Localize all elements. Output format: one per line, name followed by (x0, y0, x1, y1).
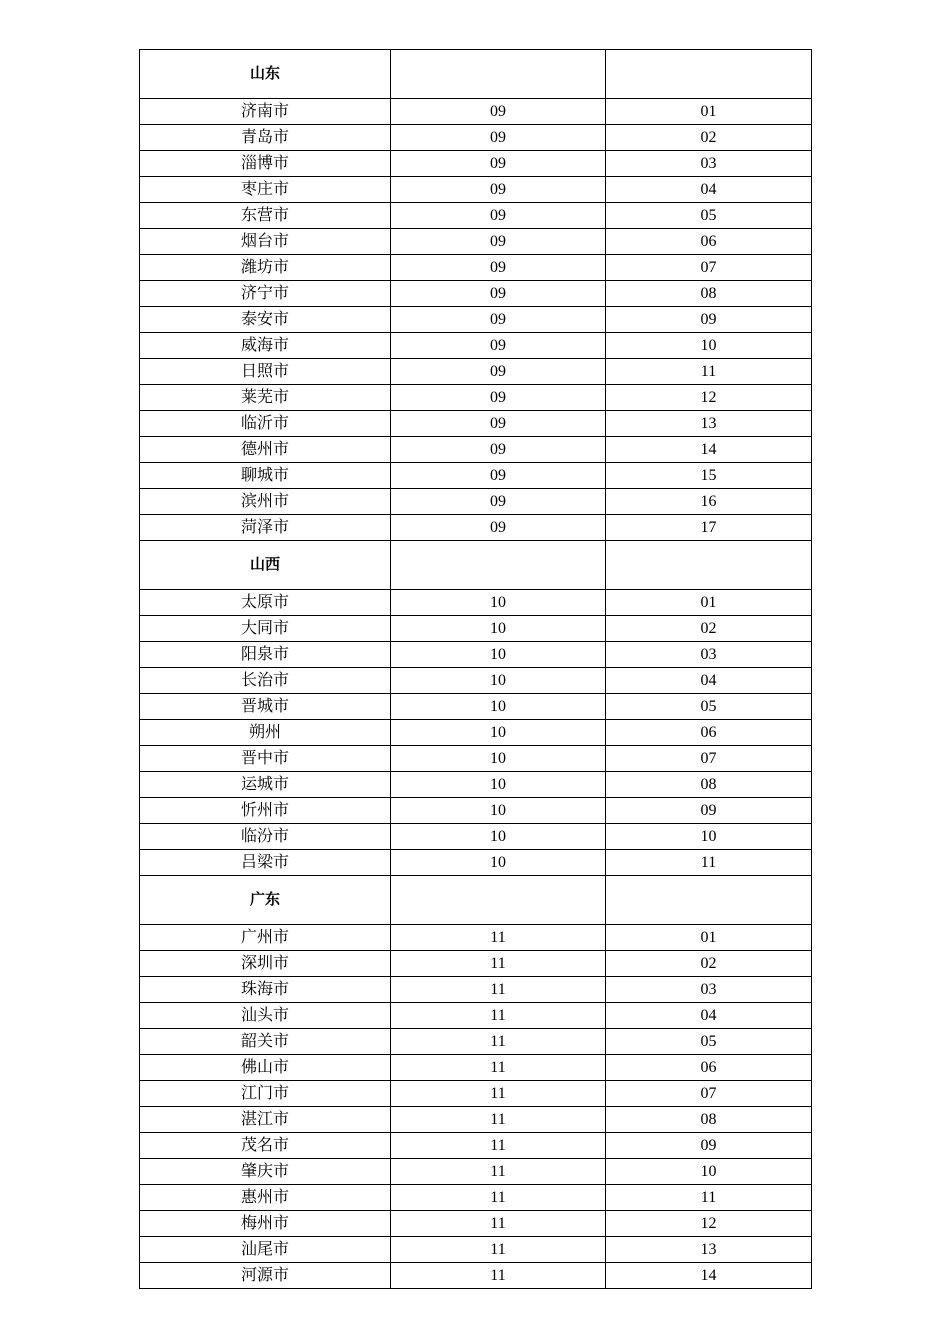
table-row (140, 720, 812, 746)
table-row (140, 437, 812, 463)
table-row (140, 590, 812, 616)
empty-cell (391, 876, 606, 925)
city-code: 13 (606, 411, 812, 437)
city-code: 12 (606, 385, 812, 411)
city-name: 大同市 (140, 616, 391, 642)
city-code: 04 (606, 1003, 812, 1029)
province-code: 09 (391, 307, 606, 333)
city-name: 潍坊市 (140, 255, 391, 281)
city-name: 菏泽市 (140, 515, 391, 541)
city-name: 太原市 (140, 590, 391, 616)
province-code: 11 (391, 951, 606, 977)
city-code: 06 (606, 720, 812, 746)
province-code: 09 (391, 125, 606, 151)
city-code: 01 (606, 925, 812, 951)
table-row (140, 772, 812, 798)
province-code: 09 (391, 333, 606, 359)
province-code: 09 (391, 281, 606, 307)
city-code: 14 (606, 437, 812, 463)
city-code: 04 (606, 177, 812, 203)
city-code: 15 (606, 463, 812, 489)
city-code: 11 (606, 850, 812, 876)
table-row (140, 359, 812, 385)
province-code: 09 (391, 437, 606, 463)
city-code: 16 (606, 489, 812, 515)
province-code: 09 (391, 411, 606, 437)
province-code: 09 (391, 177, 606, 203)
province-code: 10 (391, 642, 606, 668)
city-name: 佛山市 (140, 1055, 391, 1081)
city-name: 晋城市 (140, 694, 391, 720)
province-code: 10 (391, 694, 606, 720)
city-name: 汕头市 (140, 1003, 391, 1029)
city-code: 09 (606, 1133, 812, 1159)
province-code: 11 (391, 1159, 606, 1185)
city-code: 02 (606, 951, 812, 977)
city-code: 14 (606, 1263, 812, 1289)
table-row (140, 977, 812, 1003)
table-row (140, 668, 812, 694)
province-code: 11 (391, 1133, 606, 1159)
empty-cell (606, 541, 812, 590)
city-code: 10 (606, 824, 812, 850)
city-name: 济宁市 (140, 281, 391, 307)
city-code: 02 (606, 125, 812, 151)
city-code: 10 (606, 333, 812, 359)
province-code: 10 (391, 668, 606, 694)
table-row (140, 798, 812, 824)
table-row (140, 824, 812, 850)
city-name: 梅州市 (140, 1211, 391, 1237)
city-code: 01 (606, 99, 812, 125)
province-code: 10 (391, 616, 606, 642)
city-code: 17 (606, 515, 812, 541)
table-row (140, 411, 812, 437)
province-code: 09 (391, 99, 606, 125)
table-row (140, 203, 812, 229)
empty-cell (606, 50, 812, 99)
city-name: 忻州市 (140, 798, 391, 824)
province-code: 09 (391, 489, 606, 515)
province-code: 10 (391, 720, 606, 746)
table-row (140, 1029, 812, 1055)
city-name: 枣庄市 (140, 177, 391, 203)
province-code: 11 (391, 977, 606, 1003)
city-code: 07 (606, 255, 812, 281)
province-code: 11 (391, 1107, 606, 1133)
city-name: 广州市 (140, 925, 391, 951)
region-code-table (139, 49, 812, 1289)
province-code: 11 (391, 1211, 606, 1237)
province-header-row (140, 876, 812, 925)
province-name: 山西 (140, 541, 391, 590)
city-code: 10 (606, 1159, 812, 1185)
province-code: 10 (391, 746, 606, 772)
province-code: 09 (391, 255, 606, 281)
table-row (140, 307, 812, 333)
city-name: 临沂市 (140, 411, 391, 437)
city-code: 06 (606, 1055, 812, 1081)
province-header-row (140, 50, 812, 99)
table-row (140, 951, 812, 977)
city-code: 11 (606, 1185, 812, 1211)
city-code: 03 (606, 977, 812, 1003)
table-row (140, 1081, 812, 1107)
province-code: 09 (391, 385, 606, 411)
city-name: 威海市 (140, 333, 391, 359)
region-code-table-body (140, 50, 812, 1289)
city-name: 泰安市 (140, 307, 391, 333)
city-name: 滨州市 (140, 489, 391, 515)
city-code: 08 (606, 772, 812, 798)
city-name: 淄博市 (140, 151, 391, 177)
table-row (140, 333, 812, 359)
province-code: 11 (391, 1263, 606, 1289)
province-code: 09 (391, 515, 606, 541)
province-code: 09 (391, 463, 606, 489)
table-row (140, 99, 812, 125)
province-code: 09 (391, 359, 606, 385)
province-code: 10 (391, 824, 606, 850)
city-name: 烟台市 (140, 229, 391, 255)
city-code: 08 (606, 281, 812, 307)
province-code: 09 (391, 229, 606, 255)
table-row (140, 694, 812, 720)
city-name: 运城市 (140, 772, 391, 798)
province-code: 11 (391, 1055, 606, 1081)
province-code: 11 (391, 1185, 606, 1211)
table-row (140, 1211, 812, 1237)
empty-cell (606, 876, 812, 925)
table-row (140, 1107, 812, 1133)
empty-cell (391, 50, 606, 99)
city-code: 05 (606, 694, 812, 720)
city-name: 惠州市 (140, 1185, 391, 1211)
city-code: 12 (606, 1211, 812, 1237)
city-name: 吕梁市 (140, 850, 391, 876)
city-code: 05 (606, 1029, 812, 1055)
table-row (140, 229, 812, 255)
city-name: 珠海市 (140, 977, 391, 1003)
table-row (140, 850, 812, 876)
province-code: 11 (391, 925, 606, 951)
city-code: 03 (606, 642, 812, 668)
city-name: 长治市 (140, 668, 391, 694)
city-name: 临汾市 (140, 824, 391, 850)
city-code: 02 (606, 616, 812, 642)
city-code: 06 (606, 229, 812, 255)
city-name: 东营市 (140, 203, 391, 229)
city-code: 11 (606, 359, 812, 385)
table-row (140, 642, 812, 668)
table-row (140, 151, 812, 177)
city-name: 德州市 (140, 437, 391, 463)
table-row (140, 1133, 812, 1159)
city-name: 深圳市 (140, 951, 391, 977)
table-row (140, 1263, 812, 1289)
city-code: 09 (606, 798, 812, 824)
city-name: 茂名市 (140, 1133, 391, 1159)
city-code: 03 (606, 151, 812, 177)
table-row (140, 125, 812, 151)
province-name: 山东 (140, 50, 391, 99)
city-name: 河源市 (140, 1263, 391, 1289)
table-row (140, 1003, 812, 1029)
city-code: 05 (606, 203, 812, 229)
city-name: 聊城市 (140, 463, 391, 489)
table-row (140, 746, 812, 772)
province-code: 10 (391, 850, 606, 876)
city-name: 莱芜市 (140, 385, 391, 411)
province-code: 11 (391, 1003, 606, 1029)
table-row (140, 463, 812, 489)
city-code: 01 (606, 590, 812, 616)
city-name: 阳泉市 (140, 642, 391, 668)
table-row (140, 177, 812, 203)
province-header-row (140, 541, 812, 590)
city-code: 13 (606, 1237, 812, 1263)
province-name: 广东 (140, 876, 391, 925)
province-code: 11 (391, 1081, 606, 1107)
city-name: 日照市 (140, 359, 391, 385)
province-code: 09 (391, 151, 606, 177)
table-row (140, 515, 812, 541)
table-row (140, 281, 812, 307)
province-code: 11 (391, 1237, 606, 1263)
city-name: 晋中市 (140, 746, 391, 772)
table-row (140, 1185, 812, 1211)
province-code: 10 (391, 590, 606, 616)
empty-cell (391, 541, 606, 590)
city-name: 汕尾市 (140, 1237, 391, 1263)
city-code: 07 (606, 1081, 812, 1107)
city-name: 朔州 (140, 720, 391, 746)
city-name: 湛江市 (140, 1107, 391, 1133)
province-code: 10 (391, 772, 606, 798)
table-row (140, 1237, 812, 1263)
city-name: 青岛市 (140, 125, 391, 151)
city-code: 09 (606, 307, 812, 333)
city-name: 江门市 (140, 1081, 391, 1107)
table-row (140, 616, 812, 642)
table-row (140, 925, 812, 951)
table-row (140, 385, 812, 411)
table-row (140, 1159, 812, 1185)
city-name: 肇庆市 (140, 1159, 391, 1185)
city-code: 07 (606, 746, 812, 772)
city-code: 08 (606, 1107, 812, 1133)
table-row (140, 1055, 812, 1081)
city-name: 济南市 (140, 99, 391, 125)
table-row (140, 255, 812, 281)
city-code: 04 (606, 668, 812, 694)
province-code: 10 (391, 798, 606, 824)
table-row (140, 489, 812, 515)
province-code: 11 (391, 1029, 606, 1055)
province-code: 09 (391, 203, 606, 229)
city-name: 韶关市 (140, 1029, 391, 1055)
